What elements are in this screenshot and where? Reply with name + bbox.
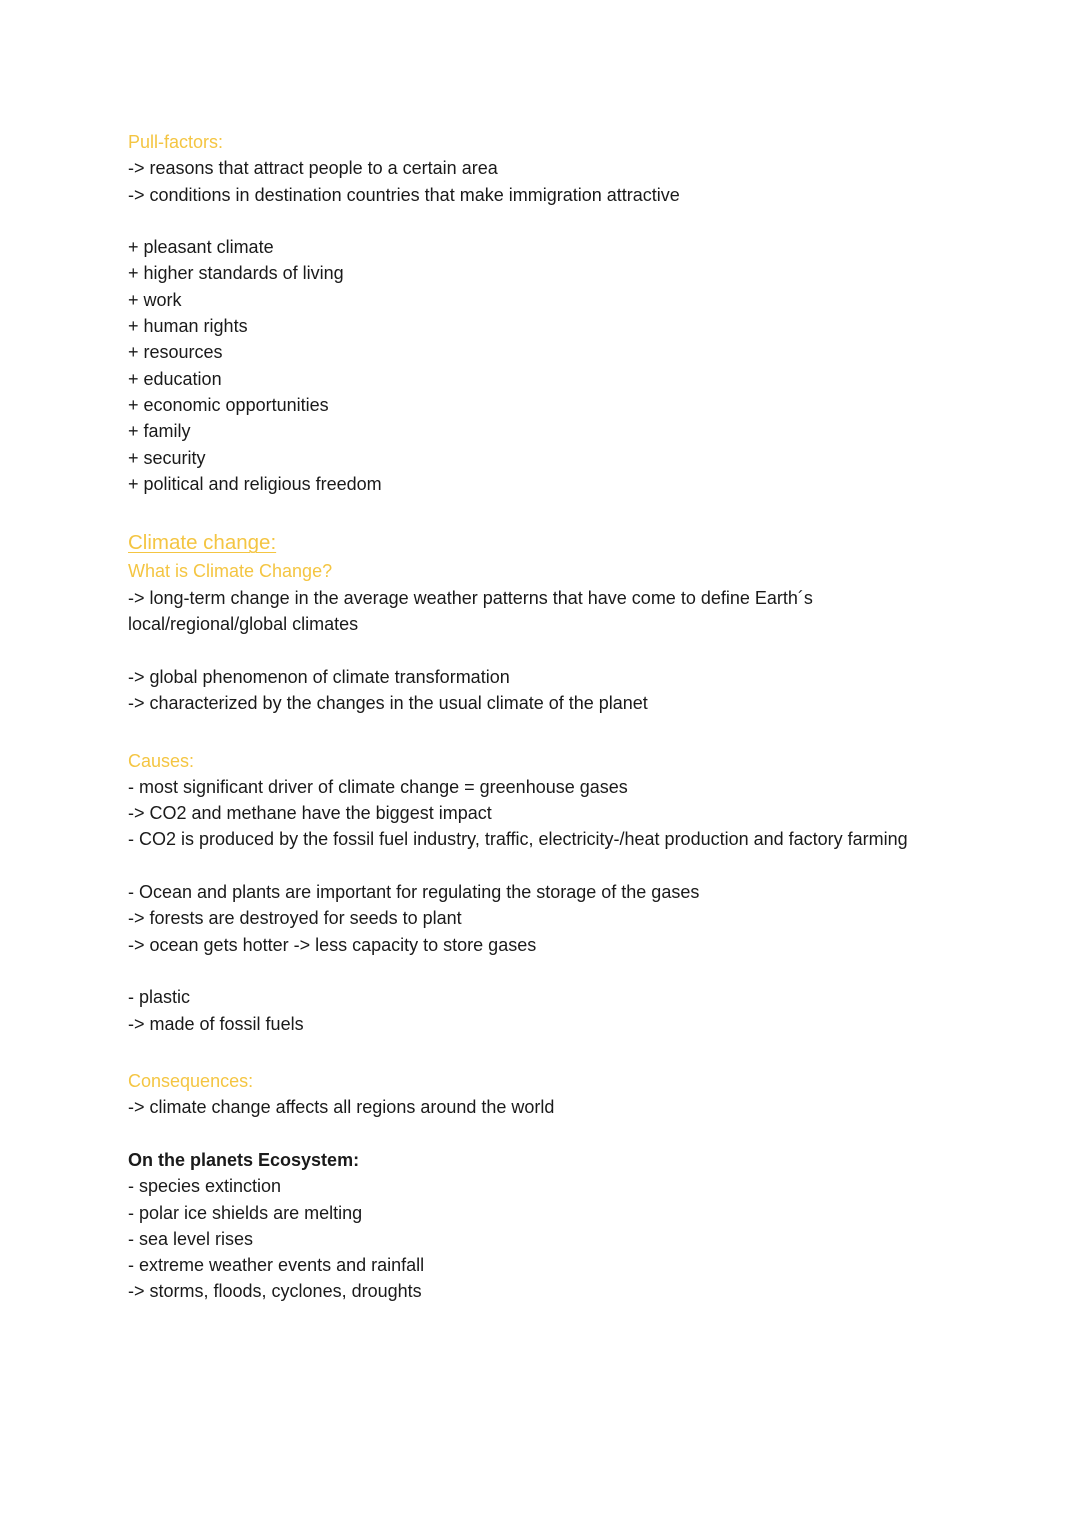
pull-factor-item: + economic opportunities (128, 394, 329, 415)
pull-factor-item: + education (128, 368, 222, 389)
pull-factors-heading: Pull-factors: (128, 132, 224, 152)
ecosystem-item: - sea level rises (128, 1228, 254, 1249)
pull-factors-definition: -> reasons that attract people to a certain area (128, 158, 498, 179)
cause-item: -> ocean gets hotter -> less capacity to store gases (128, 934, 537, 955)
pull-factor-item: + political and religious freedom (128, 473, 382, 494)
cause-item: - CO2 is produced by the fossil fuel industry, traffic, electricity-/heat production and factory farming (128, 829, 908, 850)
climate-change-definition: -> long-term change in the average weather patterns that have come to define Earth´s (128, 587, 813, 608)
cause-item: - most significant driver of climate change = greenhouse gases (128, 776, 628, 797)
cause-item: -> CO2 and methane have the biggest impact (128, 803, 492, 824)
pull-factor-item: + family (128, 421, 191, 442)
climate-change-definition: local/regional/global climates (128, 614, 359, 635)
climate-change-phenomenon: -> characterized by the changes in the usual climate of the planet (128, 692, 648, 713)
pull-factor-item: + human rights (128, 316, 248, 337)
climate-change-subheading: What is Climate Change? (128, 561, 333, 582)
pull-factor-item: + security (128, 447, 206, 468)
climate-change-heading: Climate change: (128, 531, 277, 555)
ecosystem-item: - extreme weather events and rainfall (128, 1255, 425, 1276)
cause-item: -> forests are destroyed for seeds to plant (128, 908, 462, 929)
pull-factor-item: + work (128, 289, 182, 310)
ecosystem-heading: On the planets Ecosystem: (128, 1149, 360, 1170)
ecosystem-item: - polar ice shields are melting (128, 1202, 363, 1223)
cause-item: - Ocean and plants are important for regulating the storage of the gases (128, 882, 700, 903)
document-page (128, 129, 1028, 1305)
pull-factor-item: + higher standards of living (128, 263, 344, 284)
pull-factor-item: + resources (128, 342, 223, 363)
cause-item: - plastic (128, 987, 191, 1008)
ecosystem-item: - species extinction (128, 1176, 282, 1197)
climate-change-phenomenon: -> global phenomenon of climate transformation (128, 666, 510, 687)
pull-factor-item: + pleasant climate (128, 237, 274, 258)
ecosystem-item: -> storms, floods, cyclones, droughts (128, 1281, 422, 1302)
causes-heading: Causes: (128, 750, 195, 771)
pull-factors-definition: -> conditions in destination countries that make immigration attractive (128, 184, 680, 205)
consequences-heading: Consequences: (128, 1071, 254, 1092)
consequences-intro: -> climate change affects all regions around the world (128, 1097, 555, 1118)
cause-item: -> made of fossil fuels (128, 1013, 304, 1034)
